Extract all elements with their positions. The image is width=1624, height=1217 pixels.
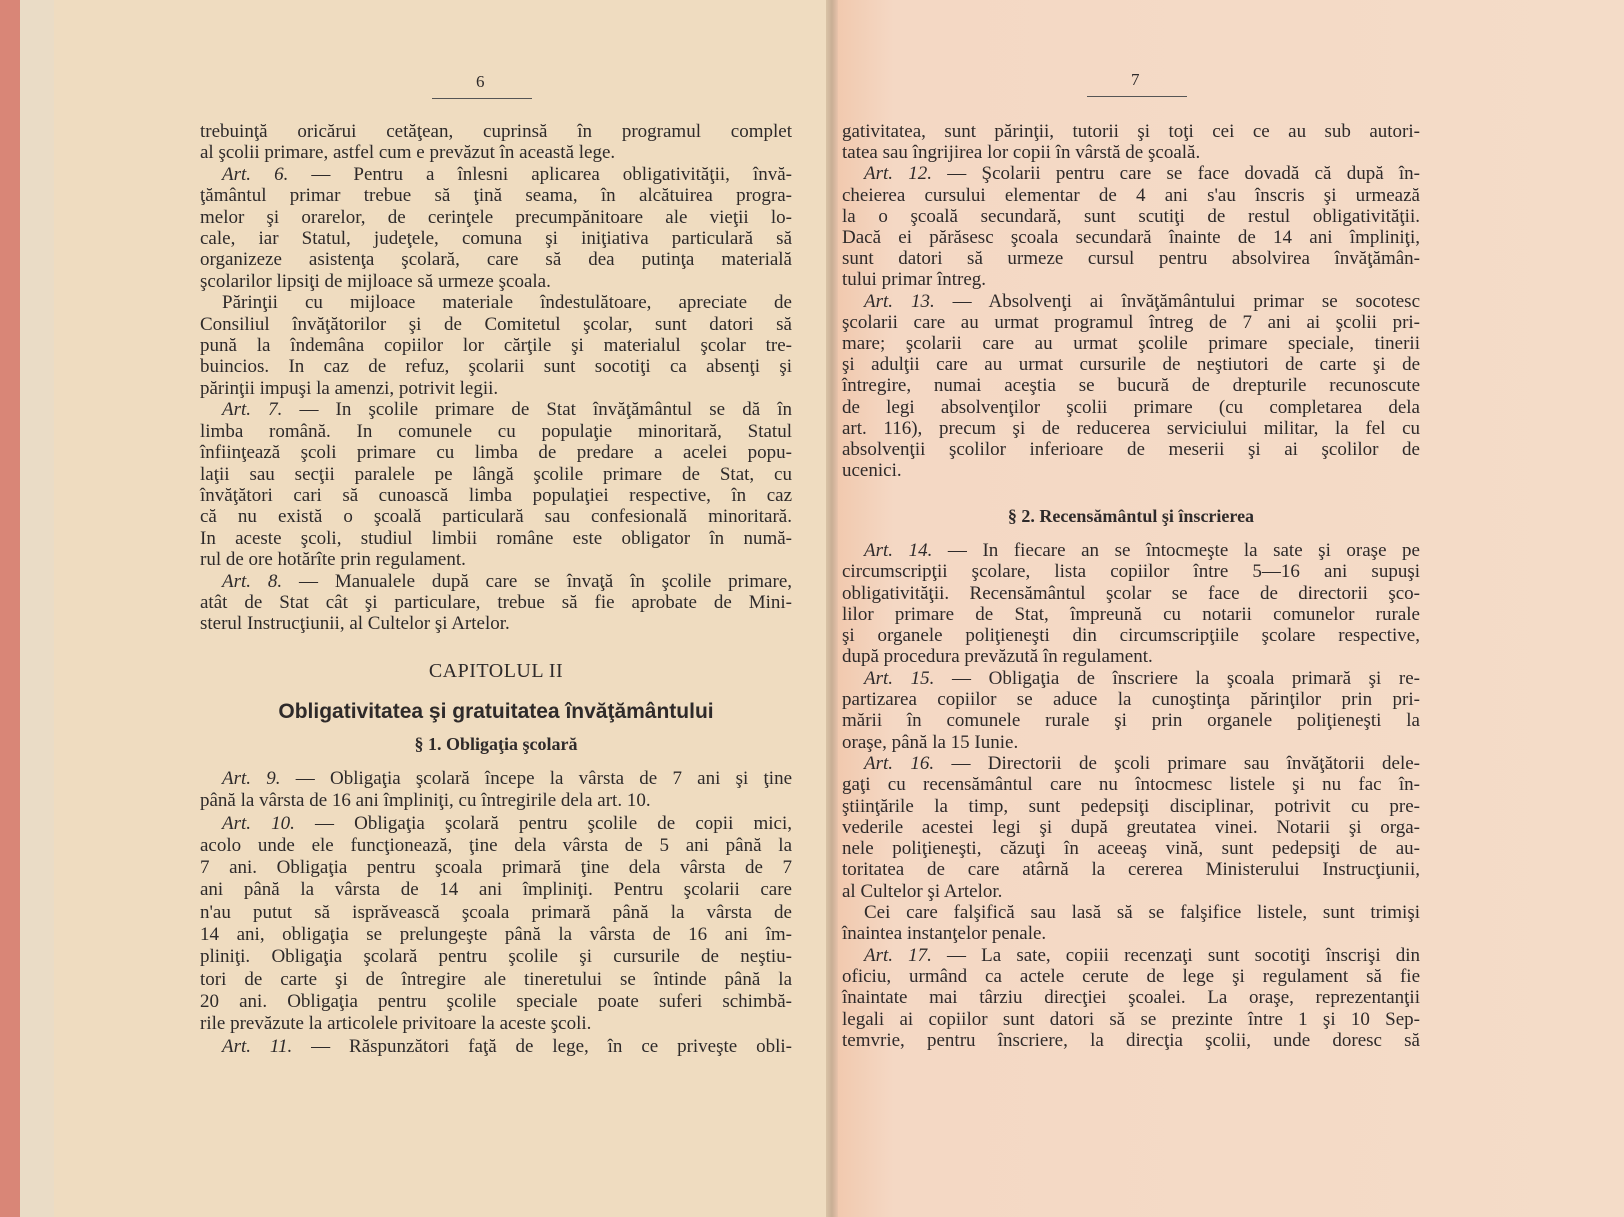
text-line: Art. 6. — Pentru a înlesni aplicarea obligativităţii, învă- [222,163,793,185]
article-label: Art. 9. [222,768,281,789]
text-line: tori de carte şi de întregire ale tineretului se întinde până la [200,968,792,990]
text-line: buincios. In caz de refuz, şcolarii sunt socotiţi ca absenţi şi [200,356,792,378]
text-line: Consiliul învăţătorilor şi de Comitetul şcolar, sunt datori să [200,313,792,335]
text-line: trebuinţă oricărui cetăţean, cuprinsă în programul complet [200,121,792,142]
text-line: toritatea de care atârnă la cererea Ministerului Instrucţiunii, [842,859,1420,881]
text-line: înaintate mai târziu direcţiei şcoalei. La oraşe, reprezentanţii [842,987,1420,1009]
text-line: mării în comunele rurale şi prin organele poliţieneşti la [842,710,1420,732]
text-line: înfiinţează şcoli primare cu limba de predare a acelei popu- [200,442,792,464]
text-line: întregire, numai aceştia se bucură de drepturile recunoscute [842,375,1420,397]
article-label: Art. 8. [222,570,283,592]
text-line: ucenici. [842,460,902,482]
text-line: şi organele poliţieneşti din circumscripţiile şcolare respective, [842,625,1420,647]
text-line: n'au putut să isprăvească şcoala primară până la vârsta de [200,901,792,923]
text-line: vederile acestei legi şi după greutatea vinei. Notarii şi orga- [842,816,1420,838]
text-line: 7 ani. Obligaţia pentru şcoala primară ţine dela vârsta de 7 [200,857,792,879]
left-text-block-2 [200,768,792,1058]
text-line: acolo unde ele funcţionează, ţine dela vârsta de 5 ani până la [200,834,792,856]
text-line: după procedura prevăzută în regulament. [842,646,1153,668]
section-heading-2: § 2. Recensământul şi înscrierea [1007,506,1255,526]
article-label: Art. 17. [864,944,932,966]
text-line: legali ai copiilor sunt datori să se prezinte între 1 şi 10 Sep- [842,1008,1420,1030]
text-line: In aceste şcoli, studiul limbii române este obligator în numă- [200,527,792,549]
text-line: gativitatea, sunt părinţii, tutorii şi toţi cei ce au sub autori- [842,121,1420,142]
article-label: Art. 16. [864,752,935,774]
text-line: rile prevăzute la articolele privitoare la aceste şcoli. [200,1013,592,1035]
text-line: învăţători cari să cunoască limba populaţiei respective, în caz [200,484,792,506]
article-label: Art. 13. [864,290,935,312]
text-line: Art. 12. — Şcolarii pentru care se face dovadă că după în- [864,163,1420,185]
book-edge [0,0,20,1217]
text-line: Art. 7. — In şcolile primare de Stat învăţământul se dă în [222,399,792,421]
text-line: Cei care falşifică sau lasă să se falşifice listele, sunt trimişi [864,902,1420,924]
text-line: părinţii impuşi la amenzi, potrivit legii. [200,377,499,399]
text-line: absolvenţii şcolilor inferioare de meserii şi ai şcolilor de [842,439,1420,461]
article-label: Art. 7. [222,399,283,421]
text-line: Art. 14. — In fiecare an se întocmeşte la sate şi oraşe pe [864,540,1420,561]
text-line: Părinţii cu mijloace materiale îndestulătoare, apreciate de [222,292,792,314]
page-number-rule-right [1087,96,1187,97]
text-line: cheierea cursului elementar de 4 ani s'au înscris şi urmează [842,184,1420,206]
text-line: Art. 10. — Obligaţia şcolară pentru şcolile de copii mici, [222,812,792,834]
text-line: pliniţi. Obligaţia şcolară pentru şcolile şi cursurile de neştiu- [200,946,792,968]
text-line: al şcolii primare, astfel cum e prevăzut în această lege. [200,142,616,164]
text-line: nele poliţieneşti, căzuţi în aceeaş vină, sunt pedepsiţi de au- [842,838,1420,860]
text-line: temvrie, pentru înscriere, la direcţia şcolii, unde doresc să [842,1029,1420,1051]
text-line: ani până la vârsta de 14 ani împliniţi. Pentru şcolarii care [200,879,792,901]
text-line: al Cultelor şi Artelor. [842,880,1003,902]
text-line: 20 ani. Obligaţia pentru şcolile speciale poate suferi schimbă- [200,990,792,1012]
left-text-block-1 [200,121,792,635]
text-line: Art. 13. — Absolvenţi ai învăţământului primar se socotesc [864,290,1421,312]
text-line: cale, iar Statul, judeţele, comuna şi iniţiativa particulară să [200,228,792,250]
page-number-left: 6 [476,72,485,91]
text-line: tului primar întreg. [842,269,987,291]
chapter-heading: CAPITOLUL II [428,660,564,682]
article-label: Art. 6. [222,163,289,185]
page-edges [20,0,55,1217]
text-line: Art. 9. — Obligaţia şcolară începe la vârsta de 7 ani şi ţine [222,768,793,789]
page-number-right: 7 [1131,70,1140,89]
text-line: şi adulţii care au urmat cursurile de neştiutori de carte şi de [842,354,1420,376]
text-line: oficiu, urmând ca actele cerute de lege şi regulament să fie [842,965,1420,987]
text-line: oraşe, până la 15 Iunie. [842,731,1019,753]
text-line: circumscripţii şcolare, lista copiilor între 5—16 ani supuşi [842,561,1420,583]
text-line: partizarea copiilor se aduce la cunoştinţa părinţilor prin pri- [842,689,1420,711]
text-line: ţământul primar trebue să ţină seama, în alcătuirea progra- [200,185,792,207]
text-line: organizeze asistenţa şcolară, care să dea putinţa materială [200,249,792,271]
text-line: Art. 17. — La sate, copiii recenzaţi sunt socotiţi înscrişi din [864,944,1421,966]
text-line: Dacă ei părăsesc şcoala secundară înainte de 14 ani împliniţi, [842,227,1420,249]
right-text-block-1 [842,121,1420,481]
text-line: gaţi cu recensământul care nu întocmesc listele şi nu fac în- [842,774,1420,796]
text-line: Art. 16. — Directorii de şcoli primare sau învăţătorii dele- [864,752,1421,774]
text-line: atât de Stat cât şi particulare, trebue să fie aprobate de Mini- [200,591,792,613]
chapter-title: Obligativitatea şi gratuitatea învăţământului [278,700,714,723]
article-label: Art. 11. [222,1035,293,1057]
text-line: obligativităţii. Recensământul şcolar se face de directorii şco- [842,582,1420,604]
text-line: tatea sau îngrijirea lor copii în vârstă de şcoală. [842,142,1201,164]
right-text-block-2 [842,540,1420,1051]
text-line: rul de ore hotărîte prin regulament. [200,549,466,571]
text-line: laţii sau secţii paralele pe lângă şcolile primare de Stat, cu [200,463,792,485]
text-line: sunt datori să urmeze cursul pentru absolvirea învăţămân- [842,248,1420,270]
text-line: Art. 11. — Răspunzători faţă de lege, în ce priveşte obli- [222,1035,792,1057]
text-line: până la vârsta de 16 ani împliniţi, cu întregirile dela art. 10. [200,790,651,812]
text-line: la o şcoală secundară, sunt scutiţi de restul obligativităţii. [842,205,1420,227]
book-gutter [826,0,838,1217]
text-line: şcolarii care au urmat programul întreg de 7 ani ai şcolii pri- [842,311,1420,333]
text-line: de legi absolvenţilor şcolii primare (cu completarea dela [842,396,1420,418]
text-line: ştiinţările la timp, sunt pedepsiţi disciplinar, potrivit cu pre- [842,795,1420,817]
article-label: Art. 14. [864,540,933,561]
text-line: 14 ani, obligaţia se prelungeşte până la vârsta de 16 ani îm- [200,924,792,946]
text-line: art. 116), precum şi de reducerea serviciului militar, la fel cu [842,417,1420,439]
text-line: că nu există o şcoală particulară sau confesională minoritară. [200,506,792,528]
text-line: Art. 8. — Manualele după care se învaţă în şcolile primare, [222,570,793,592]
text-line: înaintea instanţelor penale. [842,923,1047,945]
article-label: Art. 15. [864,667,935,689]
text-line: pună la îndemâna copiilor lor cărţile şi materialul şcolar tre- [200,335,792,357]
page-number-rule-left [432,98,532,99]
article-label: Art. 10. [222,812,295,834]
text-line: limba română. In comunele cu populaţie minoritară, Statul [200,420,792,442]
text-line: sterul Instrucţiunii, al Cultelor şi Artelor. [200,613,510,635]
article-label: Art. 12. [864,163,933,185]
section-heading-1: § 1. Obligaţia şcolară [414,734,578,754]
text-line: mare; şcolarii care au urmat şcolile primare speciale, tinerii [842,333,1420,355]
text-line: melor şi orarelor, de cerinţele precumpănitoare ale vieţii lo- [200,206,792,228]
text-line: Art. 15. — Obligaţia de înscriere la şcoala primară şi re- [864,667,1420,689]
text-line: şcolarilor lipsiţi de mijloace să urmeze şcoala. [200,270,551,292]
text-line: lilor primare de Stat, împreună cu notarii comunelor rurale [842,603,1420,625]
